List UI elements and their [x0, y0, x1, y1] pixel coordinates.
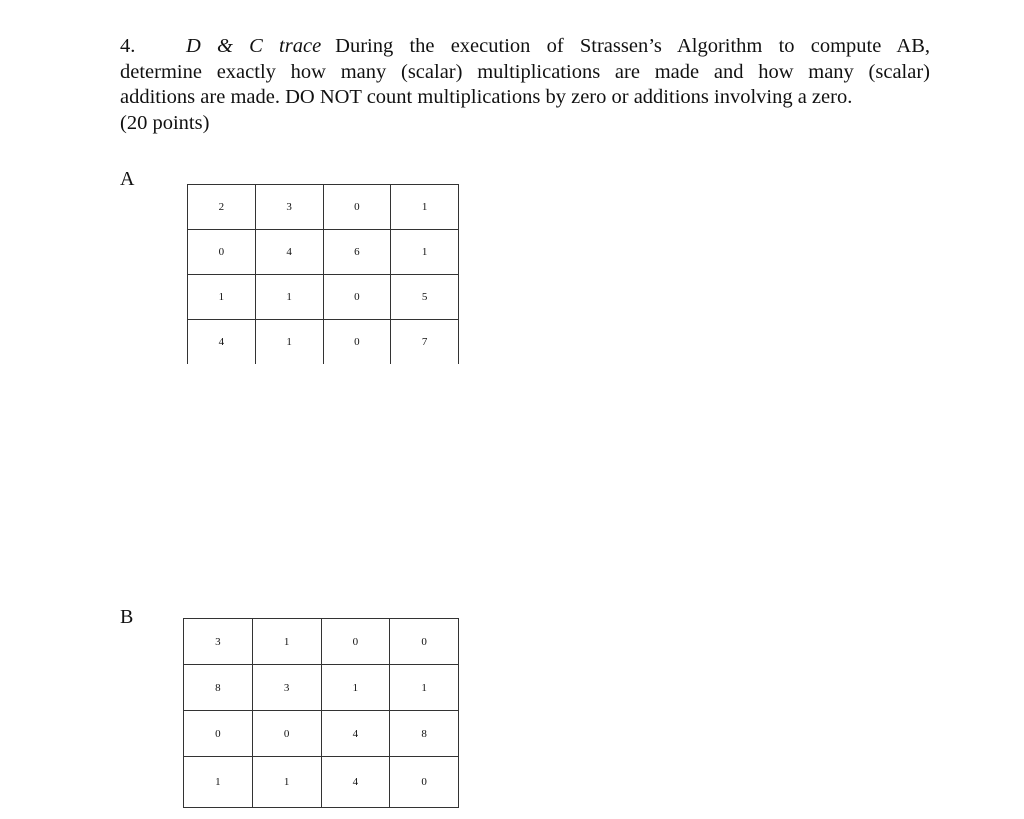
- question-points: (20 points): [120, 111, 210, 134]
- matrix-b-row: [184, 619, 459, 665]
- matrix-a-cell: 5: [391, 275, 459, 320]
- matrix-b-cell: 8: [390, 711, 459, 757]
- matrix-b-cell: 8: [184, 665, 253, 711]
- matrix-b-cell: 0: [321, 619, 390, 665]
- matrix-a-cell: 4: [188, 320, 256, 365]
- matrix-a-cell: 0: [188, 230, 256, 275]
- matrix-a-cell: 3: [255, 185, 323, 230]
- matrix-b-cell: 1: [321, 665, 390, 711]
- matrix-a-cell: 4: [255, 230, 323, 275]
- matrix-a-cell: 0: [323, 320, 391, 365]
- matrix-a-label: A: [120, 168, 135, 190]
- matrix-b-cell: 4: [321, 711, 390, 757]
- matrix-b-cell: 1: [252, 619, 321, 665]
- matrix-b-row: [184, 757, 459, 808]
- matrix-a-row: [188, 230, 459, 275]
- matrix-a-cell: 1: [255, 275, 323, 320]
- matrix-b-cell: 4: [321, 757, 390, 808]
- question-number: 4.: [120, 35, 136, 57]
- matrix-b-cell: 0: [390, 619, 459, 665]
- matrix-a-row: [188, 275, 459, 320]
- matrix-b-cell: 3: [252, 665, 321, 711]
- matrix-b-cell: 0: [184, 711, 253, 757]
- matrix-b-cell: 1: [184, 757, 253, 808]
- matrix-a-cell: 2: [188, 185, 256, 230]
- matrix-b-cell: 3: [184, 619, 253, 665]
- matrix-b-label: B: [120, 606, 134, 628]
- matrix-a-cell: 6: [323, 230, 391, 275]
- matrix-b-cell: 0: [390, 757, 459, 808]
- matrix-b-row: [184, 665, 459, 711]
- question-topic: D & C trace: [186, 35, 322, 57]
- matrix-a-cell: 1: [255, 320, 323, 365]
- matrix-a-cell: 1: [391, 185, 459, 230]
- matrix-b-row: [184, 711, 459, 757]
- question-text: [120, 34, 930, 136]
- matrix-a-cell: 1: [188, 275, 256, 320]
- matrix-b: [183, 618, 459, 808]
- matrix-b-cell: 1: [252, 757, 321, 808]
- matrix-a-cell: 0: [323, 185, 391, 230]
- matrix-b-cell: 0: [252, 711, 321, 757]
- question-line-1: [120, 34, 930, 60]
- matrix-a-row: [188, 320, 459, 365]
- matrix-a-cell: 7: [391, 320, 459, 365]
- matrix-a: [187, 184, 459, 364]
- matrix-a-row: [188, 185, 459, 230]
- matrix-b-cell: 1: [390, 665, 459, 711]
- question-line-3: additions are made. DO NOT count multiplications by zero or additions involving a zero.: [120, 86, 853, 108]
- question-line-1-text: During the execution of Strassen’s Algorithm to compute AB,: [335, 35, 930, 57]
- question-line-2: determine exactly how many (scalar) multiplications are made and how many (scalar): [120, 60, 930, 83]
- matrix-a-cell: 0: [323, 275, 391, 320]
- matrix-a-cell: 1: [391, 230, 459, 275]
